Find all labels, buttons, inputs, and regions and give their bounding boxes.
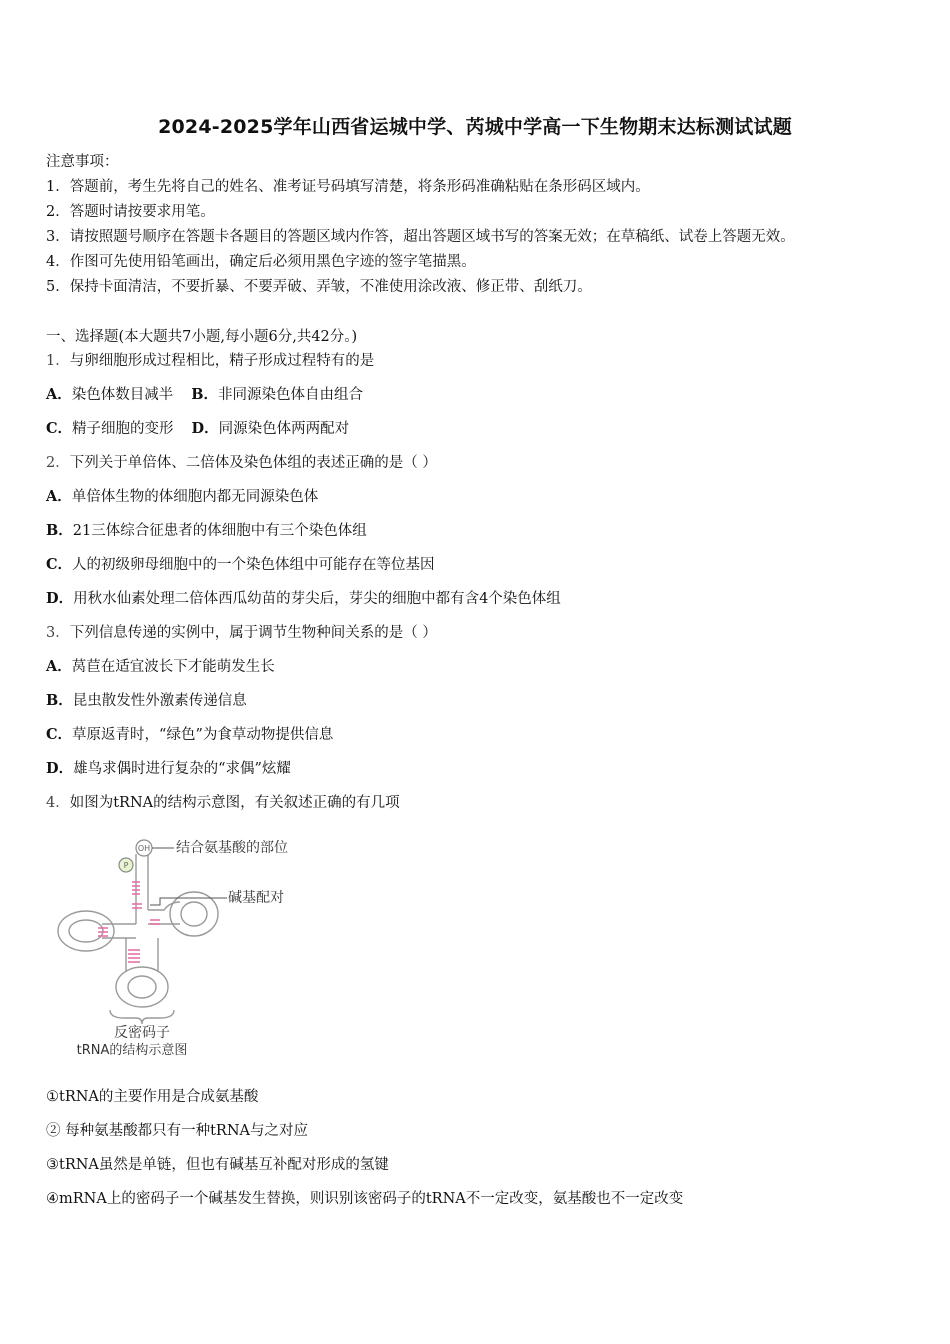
- option-label-b: B．: [46, 522, 73, 539]
- option-label-a: A．: [46, 488, 72, 505]
- question-3-option-b: [46, 692, 247, 710]
- option-a-text: 单倍体生物的体细胞内都无同源染色体: [71, 489, 319, 505]
- question-2-stem: [46, 454, 437, 472]
- notice-item-5: 5．保持卡面清洁，不要折暴、不要弄破、弄皱，不准使用涂改液、修正带、刮纸刀。: [46, 279, 592, 295]
- question-3-option-d: [46, 760, 291, 778]
- question-number: 4．: [46, 795, 70, 811]
- anticodon-bracket: [110, 1010, 174, 1024]
- anticodon-label: 反密码子: [114, 1025, 170, 1041]
- question-1-stem: [46, 352, 374, 370]
- base-pair-label: 碱基配对: [228, 890, 284, 906]
- phosphate-label: P: [123, 861, 129, 870]
- figure-caption: tRNA的结构示意图: [76, 1043, 188, 1058]
- section-heading: 一、选择题(本大题共7小题,每小题6分,共42分。): [46, 329, 358, 345]
- anticodon-loop: [116, 967, 168, 1007]
- option-label-a: A．: [46, 658, 72, 675]
- statement-4: ④mRNA上的密码子一个碱基发生替换，则识别该密码子的tRNA不一定改变，氨基酸也不一定改变: [46, 1191, 684, 1207]
- acceptor-stem: [136, 854, 148, 924]
- question-number: 3．: [46, 625, 70, 641]
- question-2-option-c: [46, 556, 435, 574]
- page-title: 2024-2025学年山西省运城中学、芮城中学高一下生物期末达标测试试题: [158, 116, 792, 138]
- question-3-stem: [46, 624, 437, 642]
- notice-item-4: 4．作图可先使用铅笔画出，确定后必须用黑色字迹的签字笔描黑。: [46, 254, 476, 270]
- option-a-text: 染色体数目减半: [71, 387, 174, 403]
- question-3-option-a: [46, 658, 275, 676]
- amino-site-label: 结合氨基酸的部位: [176, 840, 288, 856]
- option-c-text: 人的初级卵母细胞中的一个染色体组中可能存在等位基因: [72, 557, 435, 573]
- option-label-b: B．: [191, 386, 219, 403]
- option-d-text: 雄鸟求偶时进行复杂的“求偶”炫耀: [73, 761, 291, 777]
- option-label-b: B．: [46, 692, 73, 709]
- question-text: 下列信息传递的实例中，属于调节生物种间关系的是（ ）: [69, 625, 437, 641]
- notice-item-1: 1．答题前，考生先将自己的姓名、准考证号码填写清楚，将条形码准确粘贴在条形码区域内。: [46, 179, 650, 195]
- question-2-option-a: [46, 488, 318, 506]
- question-text: 与卵细胞形成过程相比，精子形成过程特有的是: [69, 353, 375, 369]
- statement-3: ③tRNA虽然是单链，但也有碱基互补配对形成的氢键: [46, 1157, 389, 1173]
- statement-1: ①tRNA的主要作用是合成氨基酸: [46, 1089, 259, 1105]
- option-a-text: 莴苣在适宜波长下才能萌发生长: [71, 659, 275, 675]
- option-d-text: 用秋水仙素处理二倍体西瓜幼苗的芽尖后，芽尖的细胞中都有含4个染色体组: [73, 591, 561, 607]
- t-loop: [170, 892, 218, 936]
- notice-item-2: 2．答题时请按要求用笔。: [46, 204, 215, 220]
- option-label-d: D．: [46, 760, 74, 777]
- question-4-stem: [46, 794, 400, 812]
- question-text: 如图为tRNA的结构示意图，有关叙述正确的有几项: [69, 795, 400, 811]
- question-2-option-b: [46, 522, 367, 540]
- option-b-text: 非同源染色体自由组合: [218, 387, 364, 403]
- option-label-c: C．: [46, 726, 73, 743]
- d-loop: [58, 911, 114, 951]
- trna-structure-figure: [52, 832, 322, 1062]
- question-2-option-d: [46, 590, 561, 608]
- option-label-a: A．: [46, 386, 72, 403]
- option-d-text: 同源染色体两两配对: [218, 421, 350, 437]
- option-c-text: 精子细胞的变形: [72, 421, 174, 437]
- option-label-d: D．: [191, 420, 219, 437]
- question-text: 下列关于单倍体、二倍体及染色体组的表述正确的是（ ）: [69, 455, 437, 471]
- option-b-text: 昆虫散发性外激素传递信息: [72, 693, 247, 709]
- question-number: 2．: [46, 455, 70, 471]
- question-number: 1．: [46, 353, 70, 369]
- option-c-text: 草原返青时，“绿色”为食草动物提供信息: [72, 727, 334, 743]
- option-label-d: D．: [46, 590, 74, 607]
- notice-heading: 注意事项：: [46, 154, 119, 170]
- option-label-c: C．: [46, 556, 73, 573]
- oh-label: OH: [137, 844, 151, 853]
- notice-item-3: 3．请按照题号顺序在答题卡各题目的答题区域内作答，超出答题区域书写的答案无效；在草稿纸、试卷上答题无效。: [46, 229, 795, 245]
- option-label-c: C．: [46, 420, 73, 437]
- question-1-options-cd: [46, 420, 349, 438]
- question-3-option-c: [46, 726, 333, 744]
- question-1-options-ab: [46, 386, 363, 404]
- option-b-text: 21三体综合征患者的体细胞中有三个染色体组: [72, 523, 367, 539]
- statement-2: ② 每种氨基酸都只有一种tRNA与之对应: [46, 1123, 309, 1139]
